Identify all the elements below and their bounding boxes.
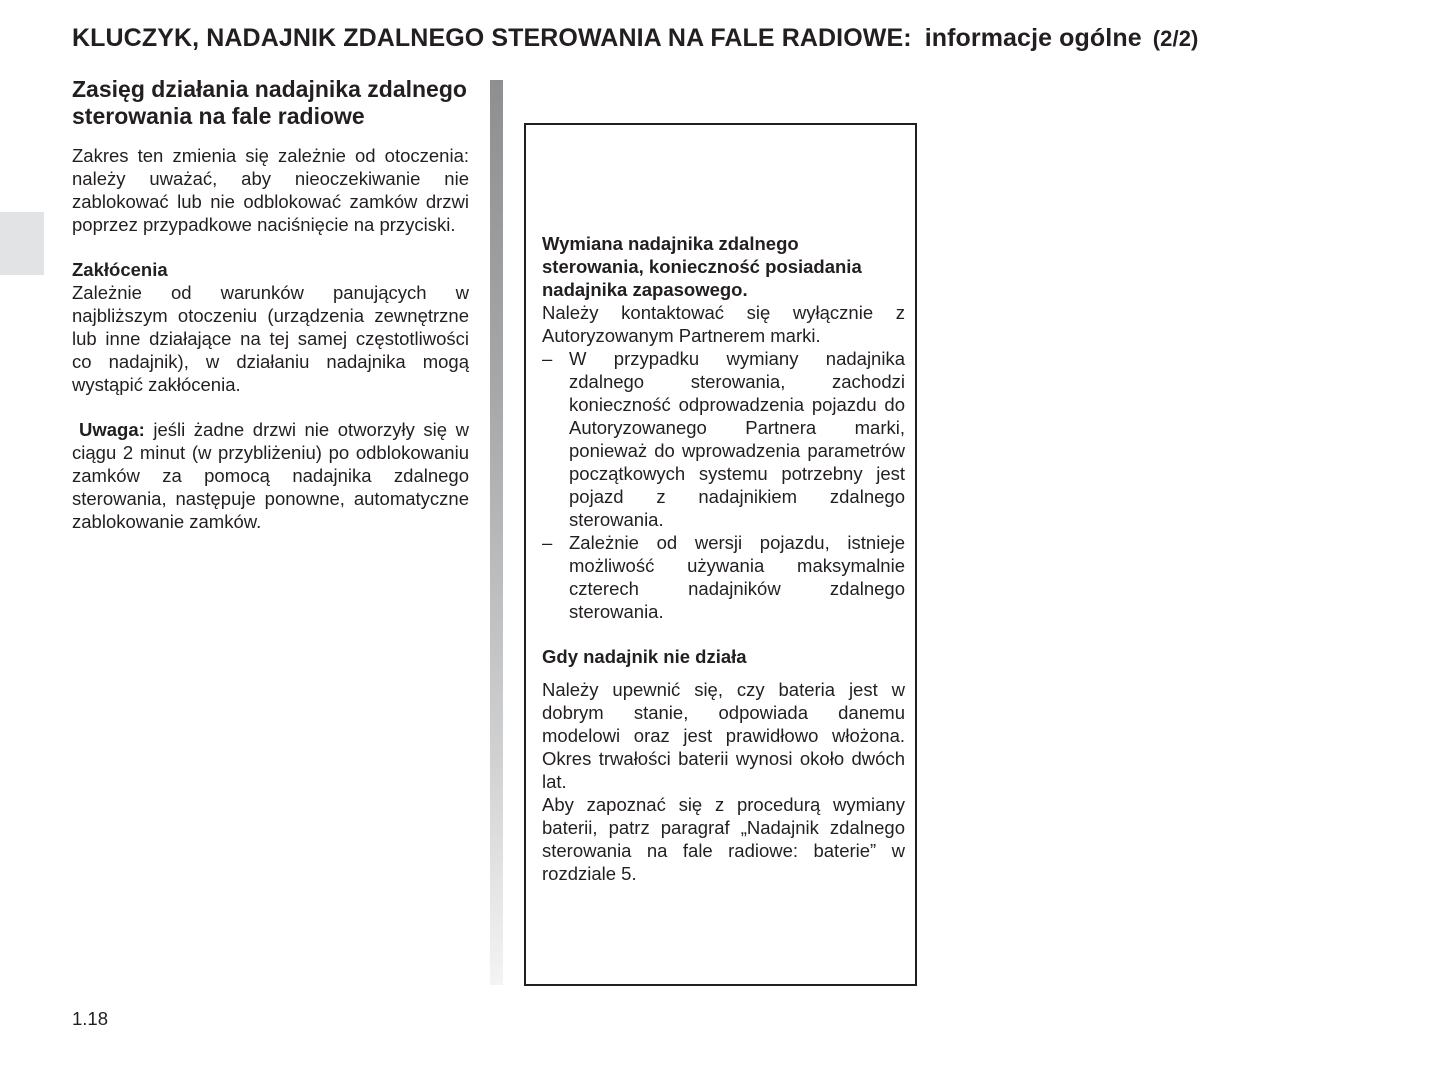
replacement-paragraph: Należy kontaktować się wyłącznie z Autoryzowanym Partnerem marki. — [542, 302, 905, 346]
notice-box — [524, 123, 917, 986]
header-page-part: (2/2) — [1152, 26, 1199, 51]
not-working-title: Gdy nadajnik nie działa — [542, 646, 747, 667]
dash-bullet: – — [542, 532, 553, 553]
range-paragraph: Zakres ten zmienia się zależnie od otoczenia: należy uważać, aby nieoczekiwanie nie zablokować lub nie odblokować zamków drzwi poprzez przypadkowe naciśnięcie na przyciski. — [72, 145, 469, 235]
replacement-list — [542, 347, 905, 623]
column-divider-bar — [490, 80, 503, 985]
list-item — [542, 347, 905, 531]
page-header — [72, 24, 1392, 53]
list-item-text: W przypadku wymiany nadajnika zdalnego sterowania, zachodzi konieczność odprowadzenia pojazdu do Autoryzowanego Partnera marki, ponieważ do wprowadzenia parametrów początkowych systemu potrzebny jest pojazd z nadajnikiem zdalnego sterowania. — [569, 348, 905, 530]
interference-paragraph: Zależnie od warunków panujących w najbliższym otoczeniu (urządzenia zewnętrzne lub inne działające na tej samej częstotliwości co nadajnik), w działaniu nadajnika mogą wystąpić zakłócenia. — [72, 282, 469, 395]
left-column — [72, 76, 469, 555]
header-subtitle: informacje ogólne — [924, 24, 1142, 52]
not-working-paragraph: Należy upewnić się, czy bateria jest w dobrym stanie, odpowiada danemu modelowi oraz jest prawidłowo włożona. Okres trwałości baterii wynosi około dwóch lat. — [542, 679, 905, 792]
note-paragraph: jeśli żadne drzwi nie otworzyły się w ciągu 2 minut (w przybliżeniu) po odblokowaniu zamków za pomocą nadajnika zdalnego sterowania, następuje ponowne, automatyczne zablokowanie zamków. — [72, 419, 469, 532]
note-label: Uwaga: — [79, 419, 145, 440]
list-item-text: Zależnie od wersji pojazdu, istnieje możliwość używania maksymalnie czterech nadajników zdalnego sterowania. — [569, 532, 905, 622]
notice-content — [542, 232, 905, 885]
interference-section — [72, 258, 469, 396]
note-section — [72, 418, 469, 533]
page-number: 1.18 — [72, 1008, 109, 1029]
header-title: KLUCZYK, NADAJNIK ZDALNEGO STEROWANIA NA FALE RADIOWE: — [72, 24, 912, 52]
dash-bullet: – — [542, 348, 553, 369]
battery-procedure-paragraph: Aby zapoznać się z procedurą wymiany baterii, patrz paragraf „Nadajnik zdalnego sterowania na fale radiowe: baterie” w rozdziale 5. — [542, 794, 905, 884]
section-tab-marker — [0, 212, 44, 275]
interference-title: Zakłócenia — [72, 259, 168, 280]
range-heading: Zasięg działania nadajnika zdalnego sterowania na fale radiowe — [72, 76, 467, 129]
replacement-title: Wymiana nadajnika zdalnego sterowania, konieczność posiadania nadajnika zapasowego. — [542, 233, 862, 300]
list-item — [542, 531, 905, 623]
